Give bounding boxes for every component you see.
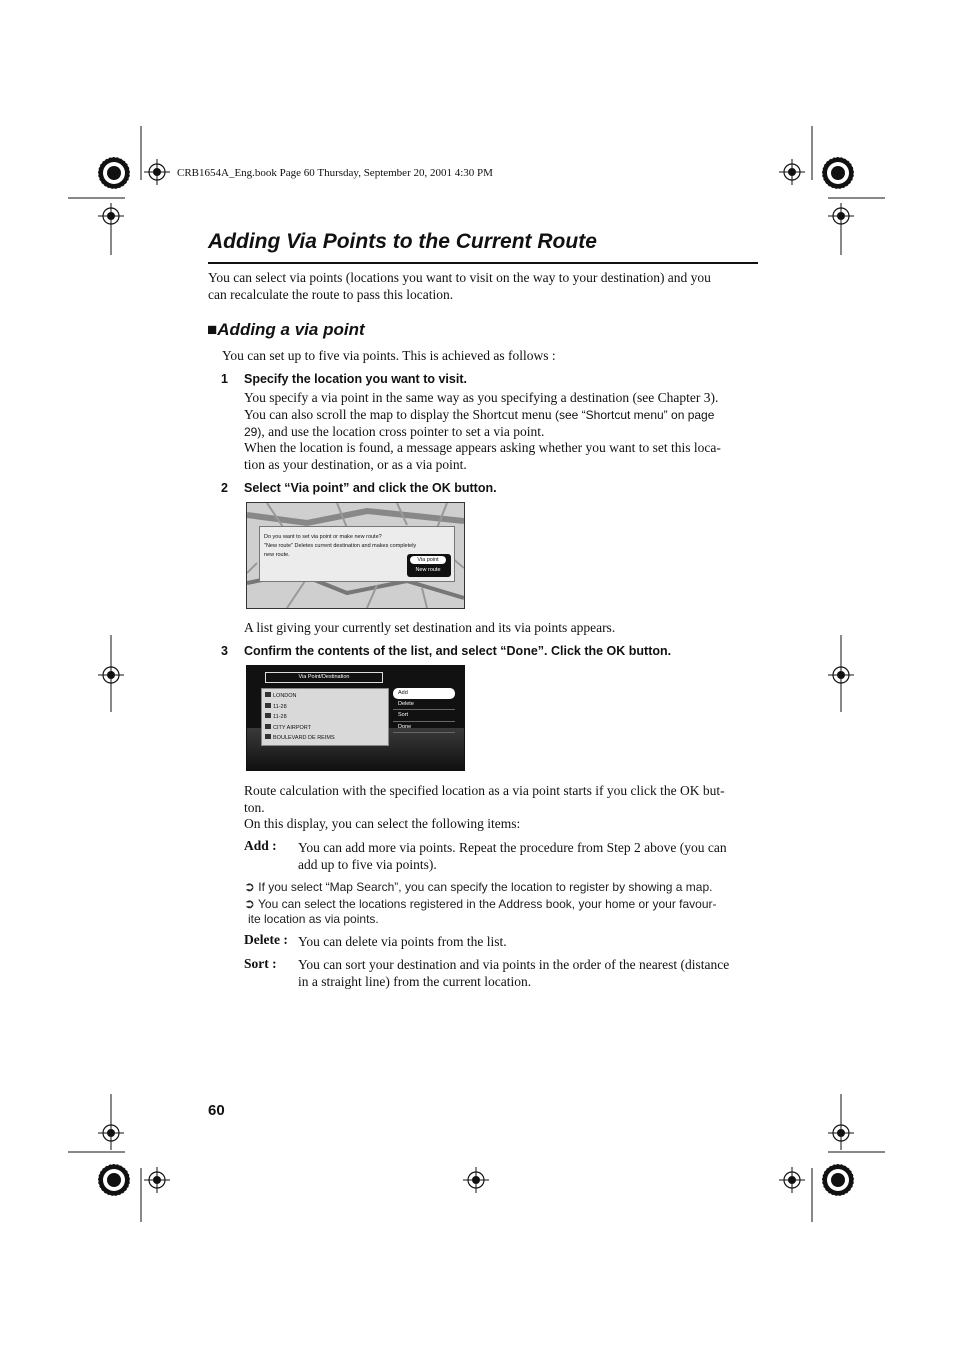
list-header: Via Point/Destination xyxy=(265,672,383,683)
step3-number: 3 xyxy=(221,644,228,658)
page-number: 60 xyxy=(208,1102,225,1119)
list-item[interactable]: CITY AIRPORT xyxy=(265,723,335,734)
step1-line2-text: You can also scroll the map to display the Shortcut menu xyxy=(244,407,555,422)
dialog-line-1: Do you want to set via point or make new route? xyxy=(264,534,382,540)
done-menu-item[interactable]: Done xyxy=(393,722,455,734)
via-icon xyxy=(265,724,271,729)
sort-menu-item[interactable]: Sort xyxy=(393,710,455,722)
step3-title: Confirm the contents of the list, and select “Done”. Click the OK button. xyxy=(244,644,672,658)
via-point-list xyxy=(261,688,389,746)
add-desc-2: add up to five via points). xyxy=(298,857,437,872)
step1-line3-text: , and use the location cross pointer to set a via point. xyxy=(261,424,545,439)
step2-number: 2 xyxy=(221,481,228,495)
via-icon xyxy=(265,713,271,718)
page-reference: 29) xyxy=(244,425,262,439)
sort-term: Sort : xyxy=(244,956,277,971)
via-icon xyxy=(265,703,271,708)
step2-title: Select “Via point” and click the OK button. xyxy=(244,481,497,495)
add-menu-item[interactable]: Add xyxy=(393,688,455,699)
dialog-box xyxy=(259,526,455,582)
arrow-icon: ➲ xyxy=(244,896,255,911)
sort-desc-1: You can sort your destination and via points in the order of the nearest (distance xyxy=(298,957,730,972)
title-rule xyxy=(208,262,758,264)
dialog-line-3: new route. xyxy=(264,552,290,558)
file-info-header: CRB1654A_Eng.book Page 60 Thursday, September 20, 2001 4:30 PM xyxy=(177,167,493,179)
shortcut-menu-reference: (see “Shortcut menu” on page xyxy=(554,408,715,422)
note-2-text: You can select the locations registered in the Address book, your home or your favour- xyxy=(258,897,717,911)
section-lead: You can set up to five via points. This is achieved as follows : xyxy=(222,348,556,363)
note-1 xyxy=(244,878,712,896)
intro-line-2: can recalculate the route to pass this location. xyxy=(208,287,454,302)
via-point-button[interactable]: Via point xyxy=(410,556,446,564)
arrow-icon: ➲ xyxy=(244,879,255,894)
intro-line-1: You can select via points (locations you want to visit on the way to your destination) and you xyxy=(208,270,711,285)
step1-line2 xyxy=(244,406,714,424)
step1-line5: tion as your destination, or as a via point. xyxy=(244,457,467,472)
via-icon xyxy=(265,734,271,739)
step1-line4: When the location is found, a message appears asking whether you want to set this loca- xyxy=(244,440,721,455)
section-heading xyxy=(207,320,365,340)
delete-desc: You can delete via points from the list. xyxy=(298,934,507,949)
dialog-button-panel xyxy=(407,554,451,577)
after3-line2: ton. xyxy=(244,800,265,815)
list-item[interactable]: 11-28 xyxy=(265,712,335,723)
delete-term: Delete : xyxy=(244,932,288,947)
via-point-list-screenshot xyxy=(246,665,465,771)
step1-number: 1 xyxy=(221,372,228,386)
add-term: Add : xyxy=(244,838,277,853)
flag-icon xyxy=(265,692,271,697)
list-item[interactable]: BOULEVARD DE REIMS xyxy=(265,733,335,744)
page-title: Adding Via Points to the Current Route xyxy=(208,230,597,253)
list-item[interactable]: LONDON xyxy=(265,691,335,702)
delete-menu-item[interactable]: Delete xyxy=(393,699,455,711)
sort-desc-2: in a straight line) from the current location. xyxy=(298,974,532,989)
new-route-button[interactable]: New route xyxy=(415,567,441,573)
list-item[interactable]: 11-28 xyxy=(265,702,335,713)
step1-title: Specify the location you want to visit. xyxy=(244,372,467,386)
add-desc-1: You can add more via points. Repeat the procedure from Step 2 above (you can xyxy=(298,840,727,855)
note-2-continued: ite location as via points. xyxy=(248,912,379,926)
section-heading-text: Adding a via point xyxy=(217,320,365,339)
square-bullet-icon: ■ xyxy=(207,320,218,339)
dialog-line-2: "New route" Deletes current destination and makes completely xyxy=(264,543,417,549)
after3-line1: Route calculation with the specified location as a via point starts if you click the OK but- xyxy=(244,783,725,798)
note-1-text: If you select “Map Search”, you can specify the location to register by showing a map. xyxy=(258,880,713,894)
after3-line3: On this display, you can select the following items: xyxy=(244,816,521,831)
list-menu xyxy=(393,688,455,733)
step1-line1: You specify a via point in the same way as you specifying a destination (see Chapter 3). xyxy=(244,390,719,405)
step2-after: A list giving your currently set destination and its via points appears. xyxy=(244,620,616,635)
via-point-dialog-screenshot xyxy=(246,502,465,609)
